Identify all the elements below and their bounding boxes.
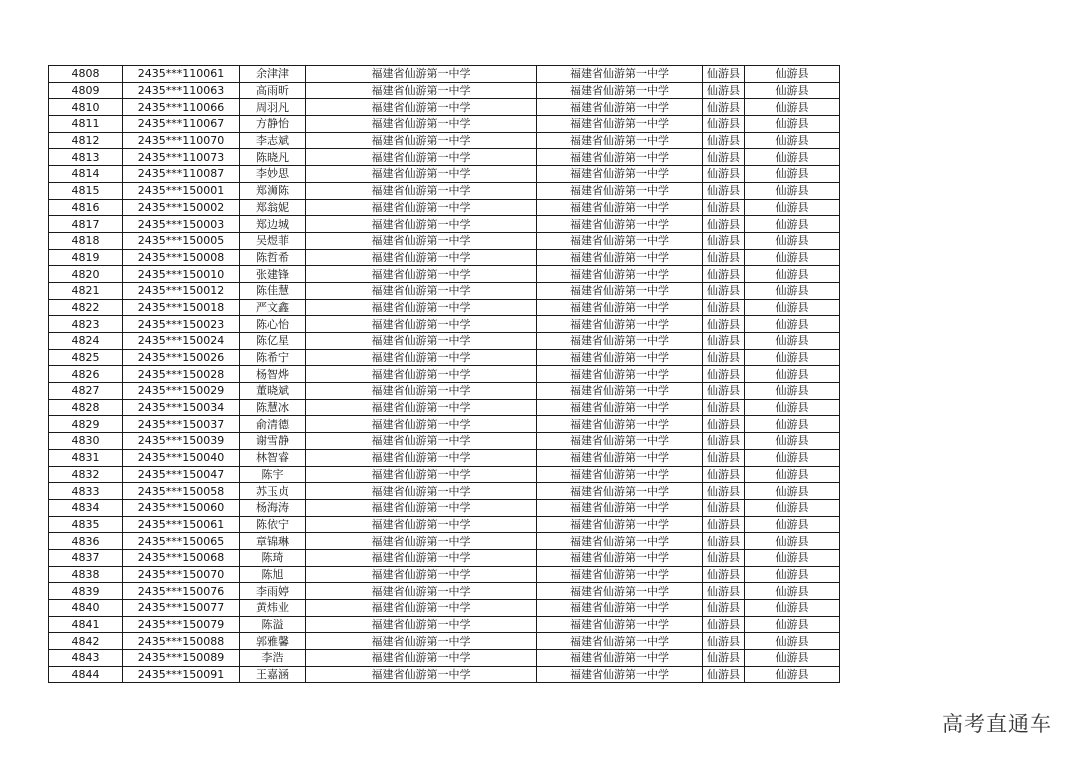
row-number-cell: 4842 [49,633,123,650]
admission-school-cell: 福建省仙游第一中学 [537,182,703,199]
district-cell: 仙游县 [745,499,840,516]
admission-school-cell: 福建省仙游第一中学 [537,549,703,566]
graduating-school-cell: 福建省仙游第一中学 [306,182,537,199]
graduating-school-cell: 福建省仙游第一中学 [306,616,537,633]
table-row [49,366,840,383]
county-cell: 仙游县 [703,516,745,533]
row-number-cell: 4827 [49,383,123,400]
exam-id-cell: 2435***110067 [123,116,240,133]
row-number-cell: 4817 [49,216,123,233]
exam-id-cell: 2435***150023 [123,316,240,333]
county-cell: 仙游县 [703,132,745,149]
district-cell: 仙游县 [745,549,840,566]
admission-school-cell: 福建省仙游第一中学 [537,633,703,650]
district-cell: 仙游县 [745,149,840,166]
exam-id-cell: 2435***110070 [123,132,240,149]
county-cell: 仙游县 [703,533,745,550]
table-row [49,182,840,199]
county-cell: 仙游县 [703,249,745,266]
district-cell: 仙游县 [745,82,840,99]
graduating-school-cell: 福建省仙游第一中学 [306,166,537,183]
student-name-cell: 陈溢 [240,616,306,633]
row-number-cell: 4840 [49,600,123,617]
exam-id-cell: 2435***110073 [123,149,240,166]
row-number-cell: 4809 [49,82,123,99]
table-row [49,333,840,350]
exam-id-cell: 2435***150079 [123,616,240,633]
table-row [49,199,840,216]
table-row [49,666,840,683]
admission-school-cell: 福建省仙游第一中学 [537,66,703,83]
county-cell: 仙游县 [703,82,745,99]
admission-school-cell: 福建省仙游第一中学 [537,149,703,166]
row-number-cell: 4844 [49,666,123,683]
row-number-cell: 4824 [49,333,123,350]
row-number-cell: 4819 [49,249,123,266]
row-number-cell: 4839 [49,583,123,600]
exam-id-cell: 2435***150005 [123,232,240,249]
row-number-cell: 4838 [49,566,123,583]
exam-id-cell: 2435***150012 [123,282,240,299]
graduating-school-cell: 福建省仙游第一中学 [306,416,537,433]
district-cell: 仙游县 [745,650,840,667]
county-cell: 仙游县 [703,349,745,366]
table-row [49,583,840,600]
table-row [49,249,840,266]
county-cell: 仙游县 [703,383,745,400]
admission-school-cell: 福建省仙游第一中学 [537,499,703,516]
admission-school-cell: 福建省仙游第一中学 [537,132,703,149]
student-name-cell: 张建锋 [240,266,306,283]
student-name-cell: 陈宇 [240,466,306,483]
admission-school-cell: 福建省仙游第一中学 [537,616,703,633]
exam-id-cell: 2435***150040 [123,449,240,466]
exam-id-cell: 2435***150088 [123,633,240,650]
exam-id-cell: 2435***150029 [123,383,240,400]
admission-school-cell: 福建省仙游第一中学 [537,416,703,433]
district-cell: 仙游县 [745,466,840,483]
graduating-school-cell: 福建省仙游第一中学 [306,149,537,166]
district-cell: 仙游县 [745,483,840,500]
row-number-cell: 4814 [49,166,123,183]
exam-id-cell: 2435***150060 [123,499,240,516]
admission-school-cell: 福建省仙游第一中学 [537,383,703,400]
table-row [49,616,840,633]
county-cell: 仙游县 [703,449,745,466]
exam-id-cell: 2435***150003 [123,216,240,233]
table-row [49,166,840,183]
county-cell: 仙游县 [703,299,745,316]
row-number-cell: 4835 [49,516,123,533]
table-row [49,566,840,583]
student-name-cell: 陈慧冰 [240,399,306,416]
row-number-cell: 4815 [49,182,123,199]
table-row [49,516,840,533]
student-name-cell: 陈希宁 [240,349,306,366]
table-body [49,66,840,683]
graduating-school-cell: 福建省仙游第一中学 [306,399,537,416]
row-number-cell: 4808 [49,66,123,83]
student-name-cell: 谢雪静 [240,433,306,450]
admission-school-cell: 福建省仙游第一中学 [537,516,703,533]
county-cell: 仙游县 [703,600,745,617]
table-row [49,349,840,366]
student-name-cell: 李雨婷 [240,583,306,600]
district-cell: 仙游县 [745,399,840,416]
exam-id-cell: 2435***150089 [123,650,240,667]
district-cell: 仙游县 [745,316,840,333]
admission-school-cell: 福建省仙游第一中学 [537,583,703,600]
graduating-school-cell: 福建省仙游第一中学 [306,433,537,450]
exam-id-cell: 2435***150028 [123,366,240,383]
district-cell: 仙游县 [745,216,840,233]
admission-school-cell: 福建省仙游第一中学 [537,249,703,266]
admission-school-cell: 福建省仙游第一中学 [537,116,703,133]
admission-school-cell: 福建省仙游第一中学 [537,282,703,299]
county-cell: 仙游县 [703,149,745,166]
graduating-school-cell: 福建省仙游第一中学 [306,82,537,99]
district-cell: 仙游县 [745,199,840,216]
table-row [49,299,840,316]
district-cell: 仙游县 [745,266,840,283]
table-row [49,266,840,283]
admission-school-cell: 福建省仙游第一中学 [537,566,703,583]
student-name-cell: 陈晓凡 [240,149,306,166]
county-cell: 仙游县 [703,266,745,283]
admission-school-cell: 福建省仙游第一中学 [537,466,703,483]
admission-school-cell: 福建省仙游第一中学 [537,433,703,450]
graduating-school-cell: 福建省仙游第一中学 [306,650,537,667]
student-name-cell: 严文鑫 [240,299,306,316]
district-cell: 仙游县 [745,99,840,116]
watermark-text: 高考直通车 [942,712,1052,736]
table-row [49,416,840,433]
district-cell: 仙游县 [745,182,840,199]
admission-school-cell: 福建省仙游第一中学 [537,449,703,466]
exam-id-cell: 2435***150068 [123,549,240,566]
graduating-school-cell: 福建省仙游第一中学 [306,266,537,283]
table-row [49,633,840,650]
student-name-cell: 方静怡 [240,116,306,133]
admission-school-cell: 福建省仙游第一中学 [537,316,703,333]
graduating-school-cell: 福建省仙游第一中学 [306,483,537,500]
table-row [49,132,840,149]
exam-id-cell: 2435***110066 [123,99,240,116]
county-cell: 仙游县 [703,232,745,249]
student-name-cell: 高雨昕 [240,82,306,99]
county-cell: 仙游县 [703,333,745,350]
row-number-cell: 4811 [49,116,123,133]
admission-list-table [48,65,840,683]
table-row [49,600,840,617]
admission-school-cell: 福建省仙游第一中学 [537,349,703,366]
district-cell: 仙游县 [745,249,840,266]
admission-school-cell: 福建省仙游第一中学 [537,650,703,667]
exam-id-cell: 2435***150010 [123,266,240,283]
district-cell: 仙游县 [745,116,840,133]
exam-id-cell: 2435***150039 [123,433,240,450]
district-cell: 仙游县 [745,416,840,433]
table-row [49,232,840,249]
district-cell: 仙游县 [745,516,840,533]
graduating-school-cell: 福建省仙游第一中学 [306,216,537,233]
exam-id-cell: 2435***150076 [123,583,240,600]
row-number-cell: 4829 [49,416,123,433]
table-row [49,282,840,299]
student-name-cell: 李妙思 [240,166,306,183]
graduating-school-cell: 福建省仙游第一中学 [306,199,537,216]
student-name-cell: 俞清德 [240,416,306,433]
graduating-school-cell: 福建省仙游第一中学 [306,316,537,333]
graduating-school-cell: 福建省仙游第一中学 [306,132,537,149]
admission-school-cell: 福建省仙游第一中学 [537,199,703,216]
exam-id-cell: 2435***110087 [123,166,240,183]
graduating-school-cell: 福建省仙游第一中学 [306,499,537,516]
table-row [49,433,840,450]
student-name-cell: 陈佳慧 [240,282,306,299]
student-name-cell: 董晓斌 [240,383,306,400]
county-cell: 仙游县 [703,499,745,516]
student-name-cell: 黄炜业 [240,600,306,617]
graduating-school-cell: 福建省仙游第一中学 [306,333,537,350]
row-number-cell: 4831 [49,449,123,466]
table-row [49,116,840,133]
row-number-cell: 4810 [49,99,123,116]
county-cell: 仙游县 [703,399,745,416]
student-name-cell: 郑边城 [240,216,306,233]
row-number-cell: 4832 [49,466,123,483]
graduating-school-cell: 福建省仙游第一中学 [306,366,537,383]
table-row [49,316,840,333]
admission-school-cell: 福建省仙游第一中学 [537,232,703,249]
county-cell: 仙游县 [703,166,745,183]
district-cell: 仙游县 [745,633,840,650]
exam-id-cell: 2435***150065 [123,533,240,550]
student-name-cell: 郭雅馨 [240,633,306,650]
table-row [49,449,840,466]
row-number-cell: 4818 [49,232,123,249]
exam-id-cell: 2435***150077 [123,600,240,617]
district-cell: 仙游县 [745,166,840,183]
exam-id-cell: 2435***150061 [123,516,240,533]
county-cell: 仙游县 [703,483,745,500]
district-cell: 仙游县 [745,566,840,583]
row-number-cell: 4836 [49,533,123,550]
district-cell: 仙游县 [745,616,840,633]
student-name-cell: 林智睿 [240,449,306,466]
table-row [49,483,840,500]
exam-id-cell: 2435***150091 [123,666,240,683]
exam-id-cell: 2435***150037 [123,416,240,433]
row-number-cell: 4816 [49,199,123,216]
graduating-school-cell: 福建省仙游第一中学 [306,66,537,83]
exam-id-cell: 2435***150070 [123,566,240,583]
table-row [49,66,840,83]
table-row [49,383,840,400]
row-number-cell: 4821 [49,282,123,299]
student-name-cell: 王嘉涵 [240,666,306,683]
graduating-school-cell: 福建省仙游第一中学 [306,116,537,133]
graduating-school-cell: 福建省仙游第一中学 [306,549,537,566]
table-row [49,549,840,566]
county-cell: 仙游县 [703,199,745,216]
row-number-cell: 4823 [49,316,123,333]
graduating-school-cell: 福建省仙游第一中学 [306,533,537,550]
graduating-school-cell: 福建省仙游第一中学 [306,99,537,116]
student-name-cell: 余津津 [240,66,306,83]
graduating-school-cell: 福建省仙游第一中学 [306,600,537,617]
row-number-cell: 4830 [49,433,123,450]
admission-school-cell: 福建省仙游第一中学 [537,399,703,416]
county-cell: 仙游县 [703,366,745,383]
row-number-cell: 4826 [49,366,123,383]
exam-id-cell: 2435***110063 [123,82,240,99]
county-cell: 仙游县 [703,583,745,600]
exam-id-cell: 2435***150058 [123,483,240,500]
graduating-school-cell: 福建省仙游第一中学 [306,566,537,583]
district-cell: 仙游县 [745,66,840,83]
district-cell: 仙游县 [745,583,840,600]
exam-id-cell: 2435***150018 [123,299,240,316]
district-cell: 仙游县 [745,533,840,550]
district-cell: 仙游县 [745,383,840,400]
county-cell: 仙游县 [703,666,745,683]
table-row [49,99,840,116]
district-cell: 仙游县 [745,366,840,383]
graduating-school-cell: 福建省仙游第一中学 [306,282,537,299]
row-number-cell: 4833 [49,483,123,500]
admission-school-cell: 福建省仙游第一中学 [537,166,703,183]
graduating-school-cell: 福建省仙游第一中学 [306,449,537,466]
student-name-cell: 陈亿星 [240,333,306,350]
county-cell: 仙游县 [703,116,745,133]
graduating-school-cell: 福建省仙游第一中学 [306,299,537,316]
row-number-cell: 4822 [49,299,123,316]
graduating-school-cell: 福建省仙游第一中学 [306,633,537,650]
graduating-school-cell: 福建省仙游第一中学 [306,349,537,366]
graduating-school-cell: 福建省仙游第一中学 [306,466,537,483]
row-number-cell: 4812 [49,132,123,149]
district-cell: 仙游县 [745,333,840,350]
district-cell: 仙游县 [745,299,840,316]
student-name-cell: 李浩 [240,650,306,667]
graduating-school-cell: 福建省仙游第一中学 [306,249,537,266]
admission-school-cell: 福建省仙游第一中学 [537,366,703,383]
student-name-cell: 陈旭 [240,566,306,583]
graduating-school-cell: 福建省仙游第一中学 [306,232,537,249]
admission-school-cell: 福建省仙游第一中学 [537,483,703,500]
table-row [49,650,840,667]
student-name-cell: 杨智烨 [240,366,306,383]
graduating-school-cell: 福建省仙游第一中学 [306,516,537,533]
district-cell: 仙游县 [745,666,840,683]
table-row [49,533,840,550]
exam-id-cell: 2435***150008 [123,249,240,266]
county-cell: 仙游县 [703,433,745,450]
county-cell: 仙游县 [703,633,745,650]
row-number-cell: 4837 [49,549,123,566]
table-row [49,466,840,483]
admission-school-cell: 福建省仙游第一中学 [537,82,703,99]
student-name-cell: 陈哲希 [240,249,306,266]
graduating-school-cell: 福建省仙游第一中学 [306,666,537,683]
admission-school-cell: 福建省仙游第一中学 [537,533,703,550]
county-cell: 仙游县 [703,416,745,433]
student-name-cell: 杨海涛 [240,499,306,516]
district-cell: 仙游县 [745,132,840,149]
row-number-cell: 4841 [49,616,123,633]
admission-school-cell: 福建省仙游第一中学 [537,216,703,233]
county-cell: 仙游县 [703,182,745,199]
row-number-cell: 4843 [49,650,123,667]
district-cell: 仙游县 [745,282,840,299]
student-name-cell: 郑浉陈 [240,182,306,199]
table-row [49,399,840,416]
county-cell: 仙游县 [703,549,745,566]
county-cell: 仙游县 [703,216,745,233]
county-cell: 仙游县 [703,616,745,633]
student-name-cell: 苏玉贞 [240,483,306,500]
row-number-cell: 4834 [49,499,123,516]
table-row [49,149,840,166]
row-number-cell: 4825 [49,349,123,366]
district-cell: 仙游县 [745,600,840,617]
graduating-school-cell: 福建省仙游第一中学 [306,383,537,400]
district-cell: 仙游县 [745,349,840,366]
county-cell: 仙游县 [703,66,745,83]
student-name-cell: 陈琦 [240,549,306,566]
county-cell: 仙游县 [703,99,745,116]
exam-id-cell: 2435***150001 [123,182,240,199]
exam-id-cell: 2435***150034 [123,399,240,416]
county-cell: 仙游县 [703,282,745,299]
row-number-cell: 4820 [49,266,123,283]
student-name-cell: 郑翁妮 [240,199,306,216]
county-cell: 仙游县 [703,650,745,667]
admission-school-cell: 福建省仙游第一中学 [537,99,703,116]
admission-school-cell: 福建省仙游第一中学 [537,299,703,316]
graduating-school-cell: 福建省仙游第一中学 [306,583,537,600]
exam-id-cell: 2435***150002 [123,199,240,216]
admission-school-cell: 福建省仙游第一中学 [537,666,703,683]
county-cell: 仙游县 [703,466,745,483]
county-cell: 仙游县 [703,316,745,333]
district-cell: 仙游县 [745,449,840,466]
admission-school-cell: 福建省仙游第一中学 [537,600,703,617]
exam-id-cell: 2435***150047 [123,466,240,483]
student-name-cell: 李志斌 [240,132,306,149]
row-number-cell: 4813 [49,149,123,166]
admission-school-cell: 福建省仙游第一中学 [537,333,703,350]
admission-school-cell: 福建省仙游第一中学 [537,266,703,283]
district-cell: 仙游县 [745,433,840,450]
student-name-cell: 吴煜菲 [240,232,306,249]
exam-id-cell: 2435***150026 [123,349,240,366]
student-name-cell: 陈心怡 [240,316,306,333]
table-row [49,82,840,99]
student-name-cell: 周羽凡 [240,99,306,116]
student-name-cell: 章锦琳 [240,533,306,550]
district-cell: 仙游县 [745,232,840,249]
county-cell: 仙游县 [703,566,745,583]
exam-id-cell: 2435***110061 [123,66,240,83]
student-name-cell: 陈依宁 [240,516,306,533]
row-number-cell: 4828 [49,399,123,416]
table-row [49,216,840,233]
table-row [49,499,840,516]
exam-id-cell: 2435***150024 [123,333,240,350]
